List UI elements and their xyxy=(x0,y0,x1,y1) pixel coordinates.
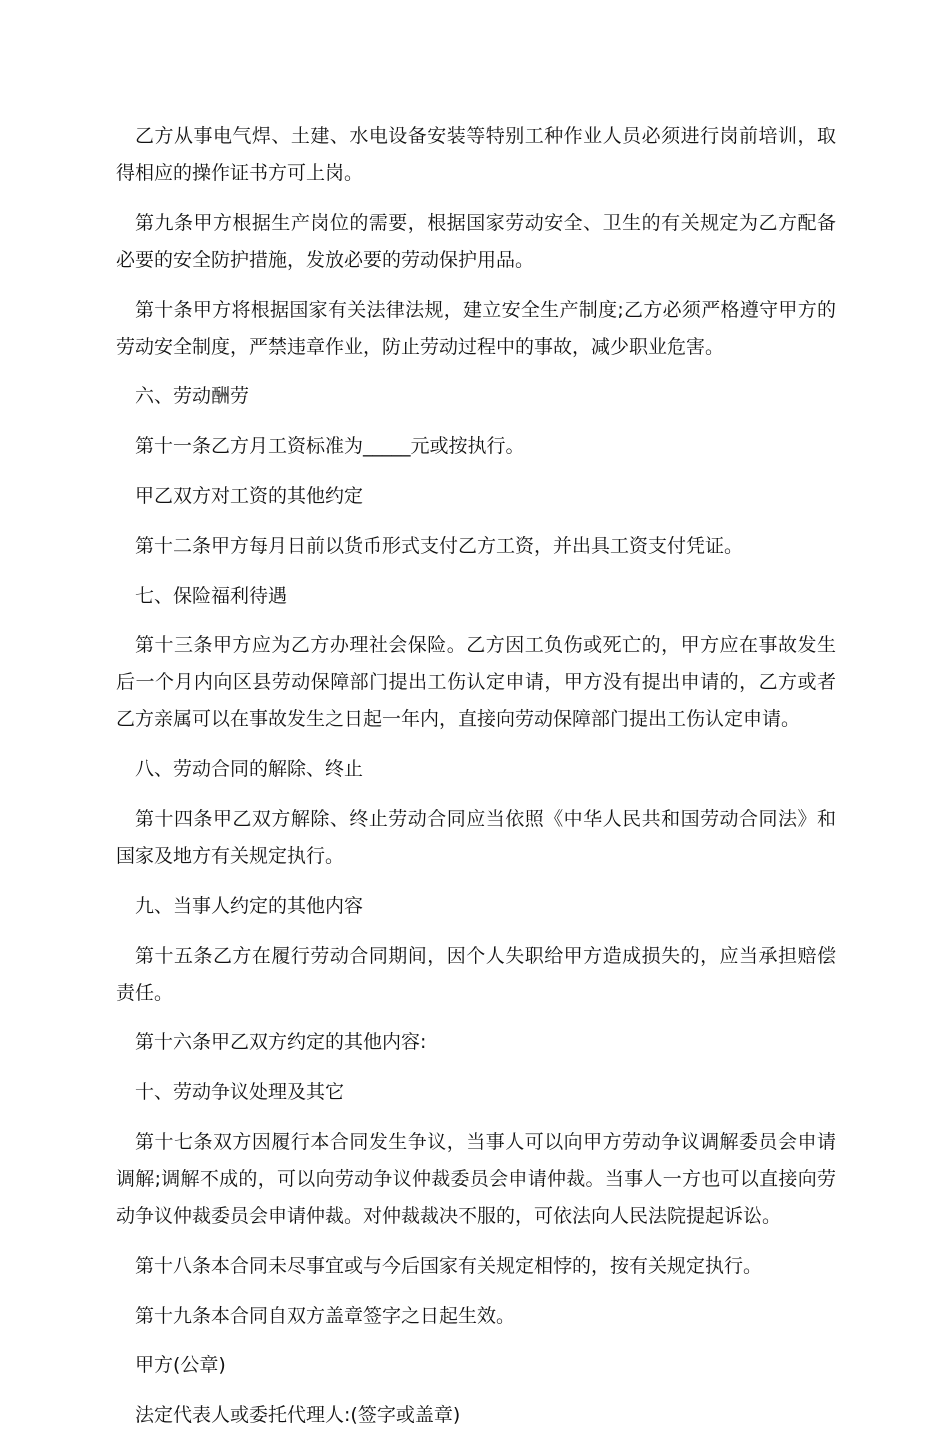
paragraph-article-14: 第十四条甲乙双方解除、终止劳动合同应当依照《中华人民共和国劳动合同法》和国家及地方有关规定执行。 xyxy=(116,807,836,867)
section-heading-remuneration: 六、劳动酬劳 xyxy=(135,385,250,408)
paragraph-special-work-training: 乙方从事电气焊、土建、水电设备安装等特别工种作业人员必须进行岗前培训，取得相应的操作证书方可上岗。 xyxy=(116,125,836,184)
paragraph-article-12: 第十二条甲方每月日前以货币形式支付乙方工资，并出具工资支付凭证。 xyxy=(135,534,744,557)
paragraph-article-19: 第十九条本合同自双方盖章签字之日起生效。 xyxy=(135,1304,516,1327)
paragraph-article-13: 第十三条甲方应为乙方办理社会保险。乙方因工负伤或死亡的，甲方应在事故发生后一个月内向区县劳动保障部门提出工伤认定申请，甲方没有提出申请的，乙方或者乙方亲属可以在事故发生之日起一年内，直接向劳动保障部门提出工伤认定申请。 xyxy=(116,634,836,731)
paragraph-article-17: 第十七条双方因履行本合同发生争议，当事人可以向甲方劳动争议调解委员会申请调解;调解不成的，可以向劳动争议仲裁委员会申请仲裁。当事人一方也可以直接向劳动争议仲裁委员会申请仲裁。对仲裁裁决不服的，可依法向人民法院提起诉讼。 xyxy=(116,1130,836,1227)
document-body xyxy=(116,118,836,1447)
section-heading-termination: 八、劳动合同的解除、终止 xyxy=(135,758,364,781)
paragraph-other-wage-agreement: 甲乙双方对工资的其他约定 xyxy=(135,484,364,507)
paragraph-article-9: 第九条甲方根据生产岗位的需要，根据国家劳动安全、卫生的有关规定为乙方配备必要的安全防护措施，发放必要的劳动保护用品。 xyxy=(116,211,836,271)
paragraph-article-10: 第十条甲方将根据国家有关法律法规，建立安全生产制度;乙方必须严格遵守甲方的劳动安全制度，严禁违章作业，防止劳动过程中的事故，减少职业危害。 xyxy=(116,298,836,358)
section-heading-dispute-resolution: 十、劳动争议处理及其它 xyxy=(135,1081,345,1104)
paragraph-article-18: 第十八条本合同未尽事宜或与今后国家有关规定相悖的，按有关规定执行。 xyxy=(135,1254,763,1277)
section-heading-other-agreements: 九、当事人约定的其他内容 xyxy=(135,894,364,917)
signature-legal-representative: 法定代表人或委托代理人:(签字或盖章) xyxy=(135,1404,461,1427)
paragraph-article-11: 第十一条乙方月工资标准为_____元或按执行。 xyxy=(135,435,525,458)
section-heading-insurance-welfare: 七、保险福利待遇 xyxy=(135,584,288,607)
paragraph-article-16: 第十六条甲乙双方约定的其他内容: xyxy=(135,1031,427,1054)
paragraph-article-15: 第十五条乙方在履行劳动合同期间，因个人失职给甲方造成损失的，应当承担赔偿责任。 xyxy=(116,944,836,1004)
signature-party-a-seal: 甲方(公章) xyxy=(135,1354,226,1377)
